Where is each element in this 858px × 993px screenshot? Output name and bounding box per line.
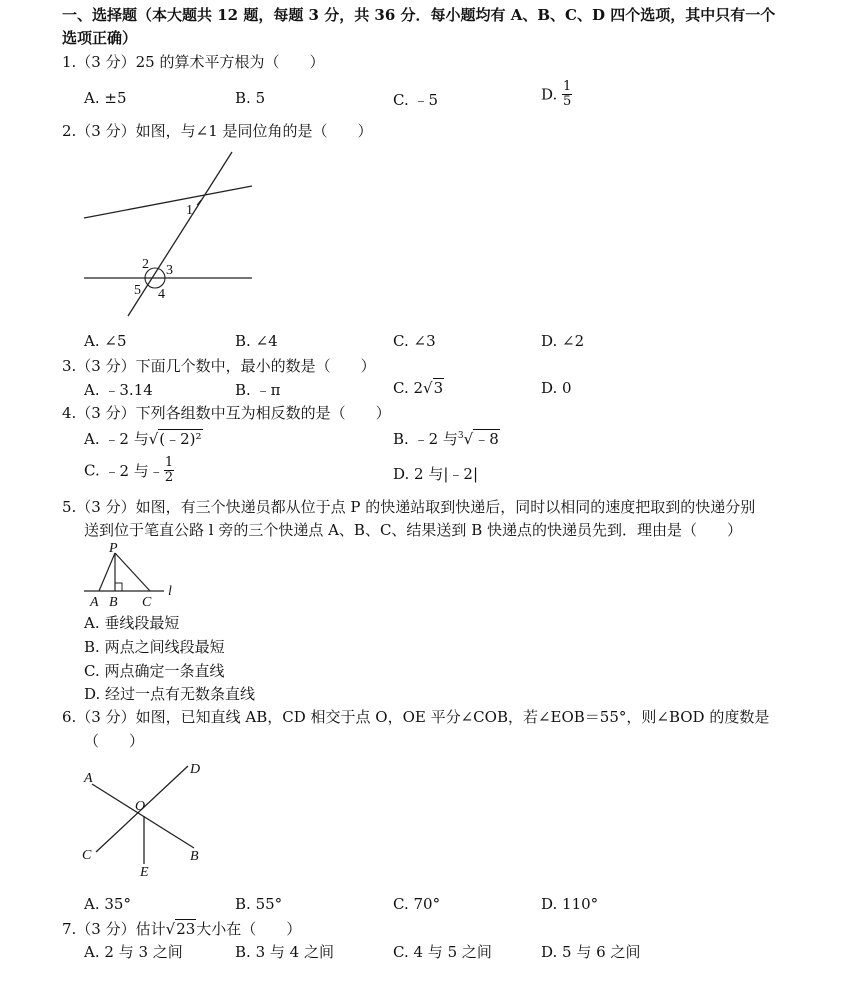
q6-option-b[interactable]: B. 55° — [235, 895, 283, 913]
q7-option-c[interactable]: C. 4 与 5 之间 — [393, 943, 492, 961]
q5-stem-line1: 5.（3 分）如图，有三个快递员都从位于点 P 的快递站取到快递后，同时以相同的速度把取到的快递分别 — [62, 498, 756, 516]
q2-figure — [80, 148, 260, 320]
angle-label-1: 1 — [186, 203, 193, 218]
q3-option-d[interactable]: D. 0 — [541, 379, 572, 397]
q4-option-c[interactable]: C. ﹣2 与﹣ $\frac{1}{2}$ — [84, 455, 174, 485]
q7-option-a[interactable]: A. 2 与 3 之间 — [84, 943, 183, 961]
q2-option-b[interactable]: B. ∠4 — [235, 332, 278, 350]
q6-stem-line1: 6.（3 分）如图，已知直线 AB，CD 相交于点 O，OE 平分∠COB，若∠EOB＝55°，则∠BOD 的度数是 — [62, 708, 770, 726]
q2-option-c[interactable]: C. ∠3 — [393, 332, 436, 350]
q3-stem: 3.（3 分）下面几个数中，最小的数是（ ） — [62, 357, 376, 375]
q1-option-d[interactable]: D. $\frac{1}{5}$ — [541, 79, 572, 109]
q4-option-d[interactable]: D. 2 与|﹣2| — [393, 465, 479, 483]
q5-figure — [80, 540, 180, 610]
point-label-e: E — [140, 865, 149, 880]
point-label-d: D — [190, 762, 201, 777]
q2-option-a[interactable]: A. ∠5 — [84, 332, 127, 350]
q2-stem: 2.（3 分）如图，与∠1 是同位角的是（ ） — [62, 122, 373, 140]
q4-option-a[interactable]: A. ﹣2 与√(﹣2)² — [84, 430, 202, 448]
q4-option-b[interactable]: B. ﹣2 与$^3$√﹣8 — [393, 430, 499, 448]
q2-option-d[interactable]: D. ∠2 — [541, 332, 585, 350]
q3-option-b[interactable]: B. ﹣π — [235, 381, 281, 399]
angle-label-3: 3 — [166, 263, 173, 278]
q7-option-b[interactable]: B. 3 与 4 之间 — [235, 943, 334, 961]
q5-option-d[interactable]: D. 经过一点有无数条直线 — [84, 685, 256, 703]
angle-label-4: 4 — [158, 287, 165, 302]
angle-label-2: 2 — [142, 257, 149, 272]
section-title-line1: 一、选择题（本大题共 12 题，每题 3 分，共 36 分．每小题均有 A、B、C、D 四个选项，其中只有一个 — [62, 6, 776, 24]
q6-option-d[interactable]: D. 110° — [541, 895, 599, 913]
q4-stem: 4.（3 分）下列各组数中互为相反数的是（ ） — [62, 404, 391, 422]
point-label-o: O — [135, 799, 146, 814]
q5-option-a[interactable]: A. 垂线段最短 — [84, 614, 180, 632]
q7-stem: 7.（3 分）估计√23大小在（ ） — [62, 920, 302, 938]
q5-option-b[interactable]: B. 两点之间线段最短 — [84, 638, 225, 656]
q1-option-b[interactable]: B. 5 — [235, 89, 266, 107]
q3-option-a[interactable]: A. ﹣3.14 — [84, 381, 153, 399]
q6-stem-line2: （ ） — [84, 732, 145, 750]
q7-option-d[interactable]: D. 5 与 6 之间 — [541, 943, 641, 961]
point-label-b: B — [190, 849, 199, 864]
point-label-a: A — [90, 595, 99, 610]
section-title-line2: 选项正确） — [62, 29, 138, 47]
q1-option-c[interactable]: C. ﹣5 — [393, 91, 439, 109]
angle-label-5: 5 — [134, 283, 141, 298]
point-label-c: C — [82, 848, 92, 863]
point-label-p: P — [109, 541, 118, 556]
q6-figure — [78, 756, 218, 884]
q5-option-c[interactable]: C. 两点确定一条直线 — [84, 662, 225, 680]
fraction: $\frac{1}{5}$ — [563, 79, 572, 109]
q1-stem: 1.（3 分）25 的算术平方根为（ ） — [62, 53, 325, 71]
point-label-a: A — [84, 771, 93, 786]
q1-option-a[interactable]: A. ±5 — [84, 89, 127, 107]
q6-option-a[interactable]: A. 35° — [84, 895, 131, 913]
point-label-c: C — [142, 595, 152, 610]
q5-stem-line2: 送到位于笔直公路 l 旁的三个快递点 A、B、C、结果送到 B 快递点的快递员先到．理由是（ ） — [84, 521, 742, 539]
line-label-l: l — [168, 584, 172, 599]
fraction: $\frac{1}{2}$ — [164, 455, 174, 485]
point-label-b: B — [109, 595, 118, 610]
q3-option-c[interactable]: C. 2√3 — [393, 379, 444, 397]
q6-option-c[interactable]: C. 70° — [393, 895, 441, 913]
